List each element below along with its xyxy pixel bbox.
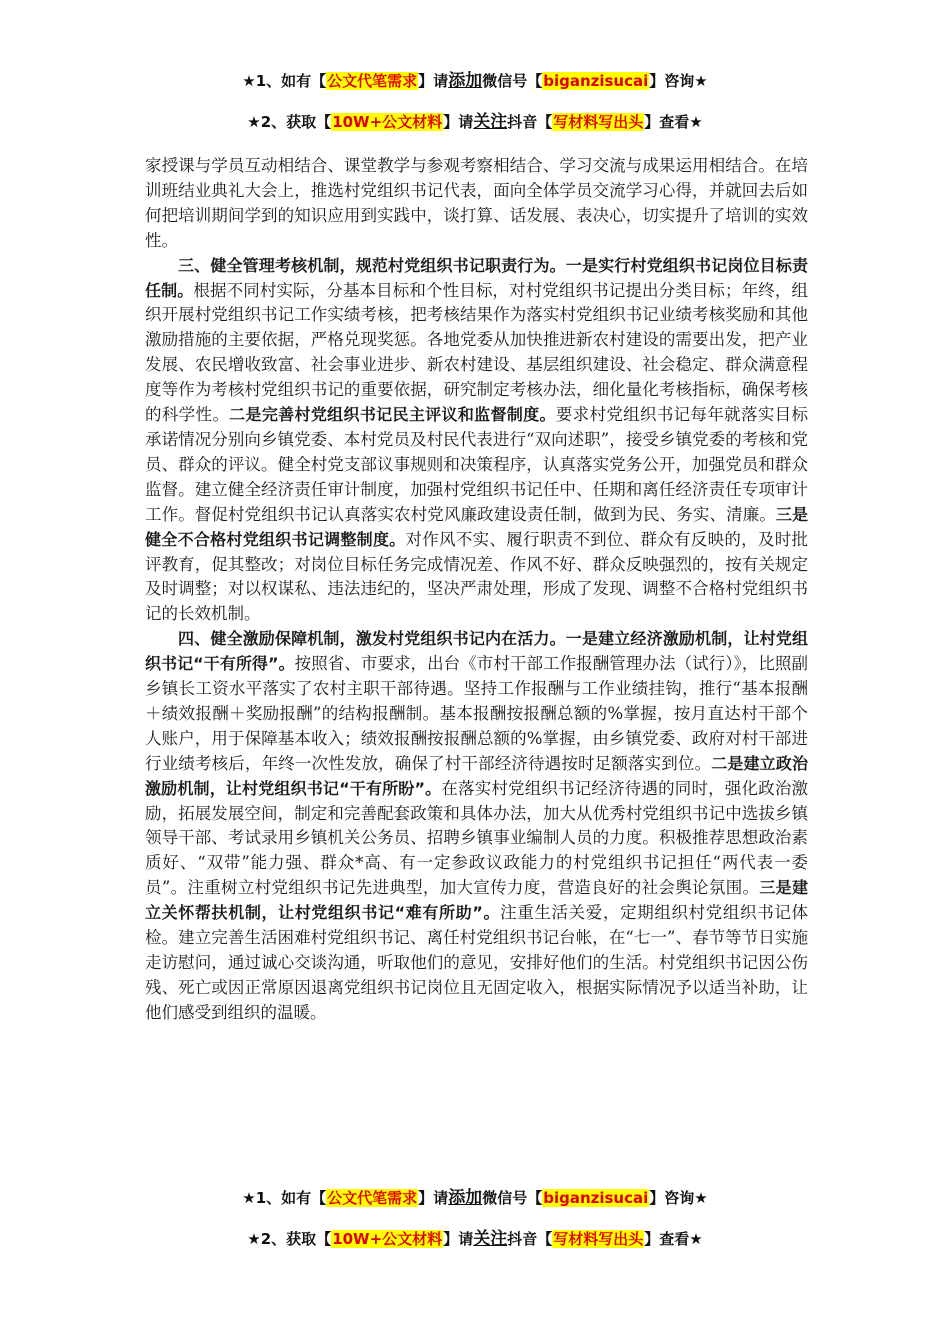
banner-text: 抖音【 <box>507 1230 553 1248</box>
ad-banner-line-1 <box>0 71 950 91</box>
banner-douyin-id: 写材料写出头 <box>553 113 644 131</box>
paragraph-text: 对作风不实、履行职责不到位、群众有反映的，及时批评教育，促其整改；对岗位目标任务完成情况差、作风不好、群众反映强烈的，按有关规定及时调整；对以权谋私、违法违纪的，坚决严肃处理，形成了发现、调整不合格村党组织书记的长效机制。 <box>145 529 808 624</box>
paragraph-section-3 <box>145 254 808 628</box>
sub-heading: 三是建立关怀帮扶机制，让村党组织书记“难有所助”。 <box>145 878 808 923</box>
banner-text: 】查看★ <box>644 113 703 131</box>
paragraph-text: 根据不同村实际，分基本目标和个性目标，对村党组织书记提出分类目标；年终，组织开展村党组织书记工作实绩考核，把考核结果作为落实村党组织书记业绩考核奖励和其他激励措施的主要依据，严格兑现奖惩。各地党委从加快推进新农村建设的需要出发，把产业发展、农民增收致富、社会事业进步、新农村建设、基层组织建设、社会稳定、群众满意程度等作为考核村党组织书记的重要依据，研究制定考核办法，细化量化考核指标，确保考核的科学性。 <box>145 280 808 425</box>
ad-banner-line-1-bottom <box>0 1188 950 1208</box>
paragraph-text: 在落实村党组织书记经济待遇的同时，强化政治激励，拓展发展空间，制定和完善配套政策和具体办法，加大从优秀村党组织书记中选拔乡镇领导干部、考试录用乡镇机关公务员、招聘乡镇事业编制人员的力度。积极推荐思想政治素质好、“双带”能力强、群众*高、有一定参政议政能力的村党组织书记担任“两代表一委员”。注重树立村党组织书记先进典型，加大宣传力度，营造良好的社会舆论氛围。 <box>145 778 808 898</box>
banner-text: 】请 <box>418 1189 449 1207</box>
banner-text: ★2、获取【 <box>247 1230 332 1248</box>
section-heading: 三、健全管理考核机制，规范村党组织书记职责行为。一是实行村党组织书记岗位目标责任制。 <box>145 255 808 300</box>
banner-text: ★1、如有【 <box>242 72 327 90</box>
banner-text: 】查看★ <box>644 1230 703 1248</box>
banner-douyin-id: 写材料写出头 <box>553 1230 644 1248</box>
banner-text: ★2、获取【 <box>247 113 332 131</box>
sub-heading: 二是完善村党组织书记民主评议和监督制度。 <box>229 405 556 425</box>
ad-banner-line-2-bottom <box>0 1229 950 1249</box>
section-heading: 四、健全激励保障机制，激发村党组织书记内在活力。一是建立经济激励机制，让村党组织书记“干有所得”。 <box>145 629 808 674</box>
banner-underlined: 添加 <box>448 71 483 91</box>
paragraph-section-4 <box>145 627 808 1026</box>
ad-banner-line-2 <box>0 112 950 132</box>
paragraph: 家授课与学员互动相结合、课堂教学与参观考察相结合、学习交流与成果运用相结合。在培训班结业典礼大会上，推选村党组织书记代表，面向全体学员交流学习心得，并就回去后如何把培训期间学到的知识应用到实践中，谈打算、话发展、表决心，切实提升了培训的实效性。 <box>145 156 808 250</box>
banner-highlight: 公文代笔需求 <box>327 1189 418 1207</box>
banner-text: 】请 <box>443 1230 474 1248</box>
banner-wechat-id: biganzisucai <box>543 72 649 90</box>
banner-text: 微信号【 <box>482 72 543 90</box>
banner-underlined: 关注 <box>473 1229 508 1249</box>
banner-text: 】请 <box>443 113 474 131</box>
paragraph-text: 注重生活关爱，定期组织村党组织书记体检。建立完善生活困难村党组织书记、离任村党组织书记台帐，在“七一”、春节等节日实施走访慰问，通过诚心交谈沟通，听取他们的意见，安排好他们的生活。村党组织书记因公伤残、死亡或因正常原因退离党组织书记岗位且无固定收入，根据实际情况予以适当补助，让他们感受到组织的温暖。 <box>145 903 808 1022</box>
banner-text: ★1、如有【 <box>242 1189 327 1207</box>
sub-heading: 二是建立政治激励机制，让村党组织书记“干有所盼”。 <box>145 753 808 798</box>
banner-highlight: 10W+公文材料 <box>332 113 443 131</box>
banner-underlined: 添加 <box>448 1188 483 1208</box>
banner-text: 】咨询★ <box>649 72 708 90</box>
paragraph-text: 按照省、市要求，出台《市村干部工作报酬管理办法（试行）》，比照副乡镇长工资水平落实了农村主职干部待遇。坚持工作报酬与工作业绩挂钩，推行“基本报酬＋绩效报酬＋奖励报酬”的结构报酬制。基本报酬按报酬总额的%掌握，按月直达村干部个人账户，用于保障基本收入；绩效报酬按报酬总额的%掌握，由乡镇党委、政府对村干部进行业绩考核后，年终一次性发放，确保了村干部经济待遇按时足额落实到位。 <box>145 654 808 773</box>
banner-text: 微信号【 <box>482 1189 543 1207</box>
banner-text: 】请 <box>418 72 449 90</box>
sub-heading: 三是健全不合格村党组织书记调整制度。 <box>145 504 808 549</box>
document-body <box>145 154 808 1026</box>
banner-underlined: 关注 <box>473 112 508 132</box>
banner-text: 】咨询★ <box>649 1189 708 1207</box>
paragraph-text: 要求村党组织书记每年就落实目标承诺情况分别向乡镇党委、本村党员及村民代表进行“双向述职”，接受乡镇党委的考核和党员、群众的评议。健全村党支部议事规则和决策程序，认真落实党务公开，加强党员和群众监督。建立健全经济责任审计制度，加强村党组织书记任中、任期和离任经济责任专项审计工作。督促村党组织书记认真落实农村党风廉政建设责任制，做到为民、务实、清廉。 <box>145 405 809 524</box>
banner-highlight: 10W+公文材料 <box>332 1230 443 1248</box>
banner-text: 抖音【 <box>507 113 553 131</box>
banner-wechat-id: biganzisucai <box>543 1189 649 1207</box>
banner-highlight: 公文代笔需求 <box>327 72 418 90</box>
